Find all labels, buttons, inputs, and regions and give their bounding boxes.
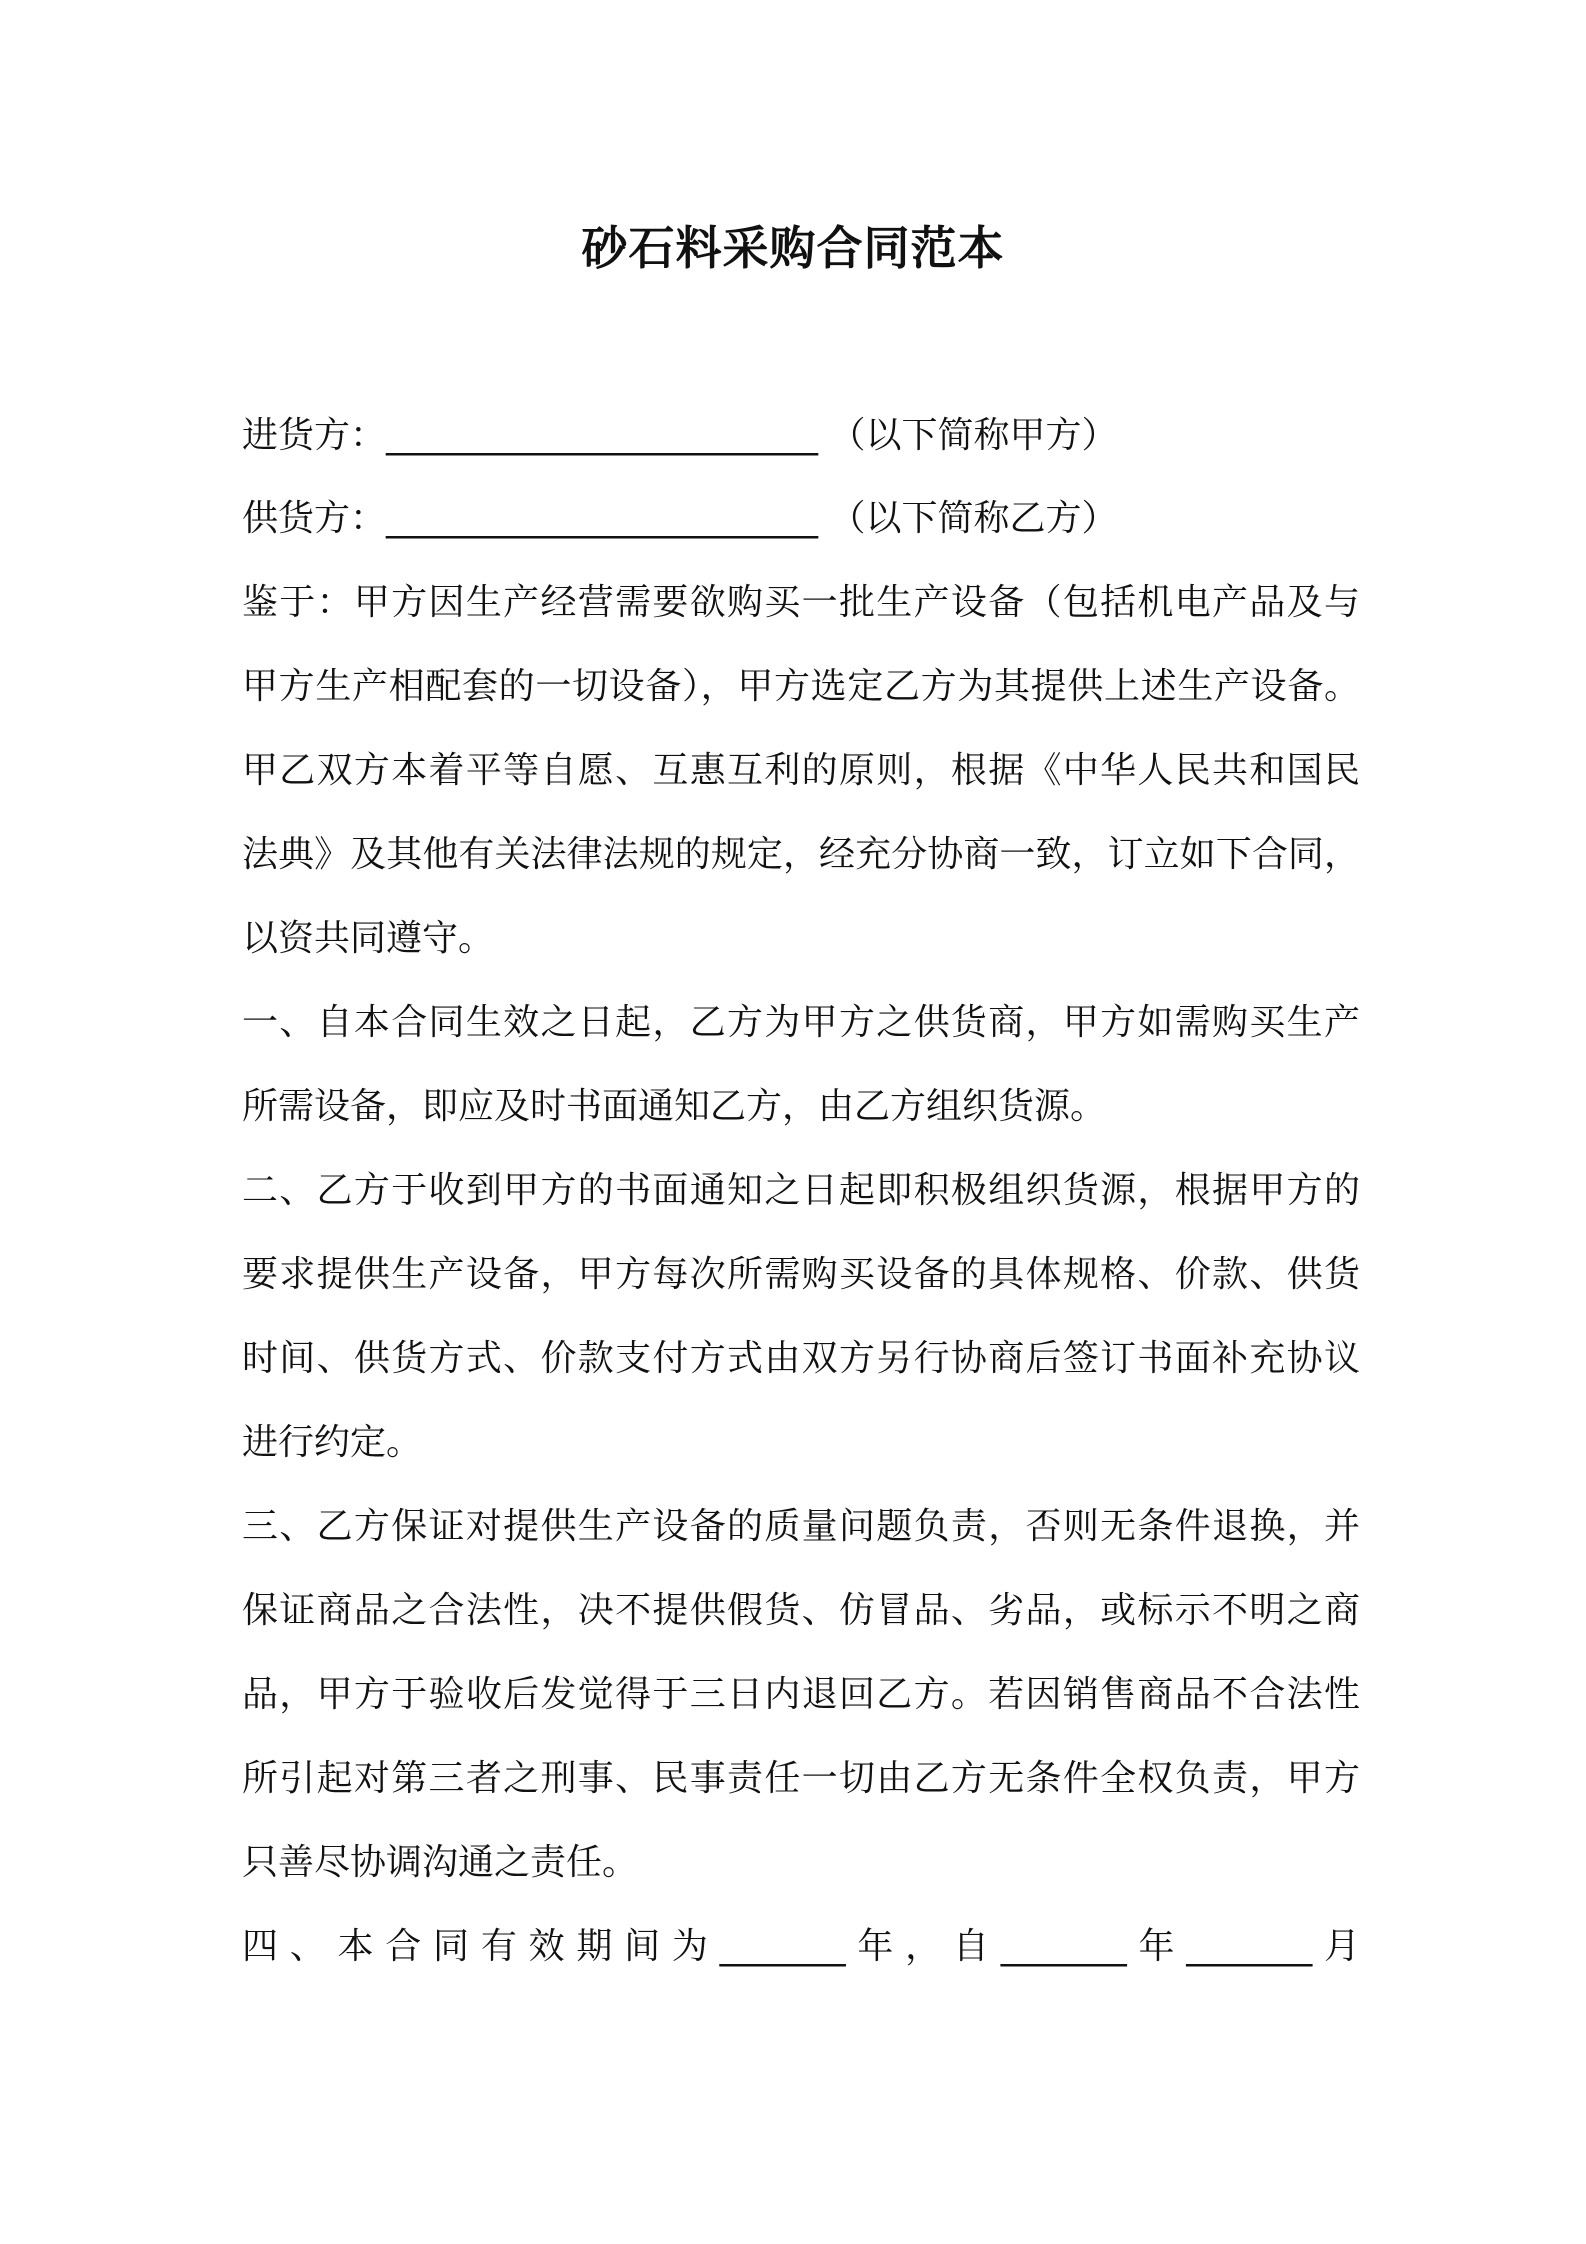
preamble-line-1: 鉴于：甲方因生产经营需要欲购买一批生产设备（包括机电产品及与 xyxy=(242,582,1360,623)
clause-3-line-5: 只善尽协调沟通之责任。 xyxy=(242,1842,639,1883)
supplier-party-line: 供货方：________________________ （以下简称乙方） xyxy=(242,498,1118,539)
preamble-line-3: 甲乙双方本着平等自愿、互惠互利的原则，根据《中华人民共和国民 xyxy=(242,750,1360,791)
clause-3-line-3: 品，甲方于验收后发觉得于三日内退回乙方。若因销售商品不合法性 xyxy=(242,1674,1360,1715)
preamble-line-4: 法典》及其他有关法律法规的规定，经充分协商一致，订立如下合同， xyxy=(242,834,1360,875)
preamble-line-2: 甲方生产相配套的一切设备），甲方选定乙方为其提供上述生产设备。 xyxy=(242,666,1360,707)
clause-2-line-3: 时间、供货方式、价款支付方式由双方另行协商后签订书面补充协议 xyxy=(242,1338,1360,1379)
clause-2-line-1: 二、乙方于收到甲方的书面通知之日起即积极组织货源，根据甲方的 xyxy=(242,1170,1360,1211)
clause-2-line-4: 进行约定。 xyxy=(242,1422,423,1463)
clause-1-line-1: 一、自本合同生效之日起，乙方为甲方之供货商，甲方如需购买生产 xyxy=(242,1002,1360,1043)
clause-4-line-1: 四、本合同有效期间为_______年，自_______年_______月 xyxy=(242,1926,1360,1967)
clause-3-line-2: 保证商品之合法性，决不提供假货、仿冒品、劣品，或标示不明之商 xyxy=(242,1590,1360,1631)
buyer-party-line: 进货方：________________________ （以下简称甲方） xyxy=(242,415,1118,456)
document-title: 砂石料采购合同范本 xyxy=(581,221,1005,275)
preamble-line-5: 以资共同遵守。 xyxy=(242,918,495,959)
clause-2-line-2: 要求提供生产设备，甲方每次所需购买设备的具体规格、价款、供货 xyxy=(242,1254,1360,1295)
clause-3-line-4: 所引起对第三者之刑事、民事责任一切由乙方无条件全权负责，甲方 xyxy=(242,1758,1360,1799)
clause-3-line-1: 三、乙方保证对提供生产设备的质量问题负责，否则无条件退换，并 xyxy=(242,1506,1360,1547)
clause-1-line-2: 所需设备，即应及时书面通知乙方，由乙方组织货源。 xyxy=(242,1086,1107,1127)
